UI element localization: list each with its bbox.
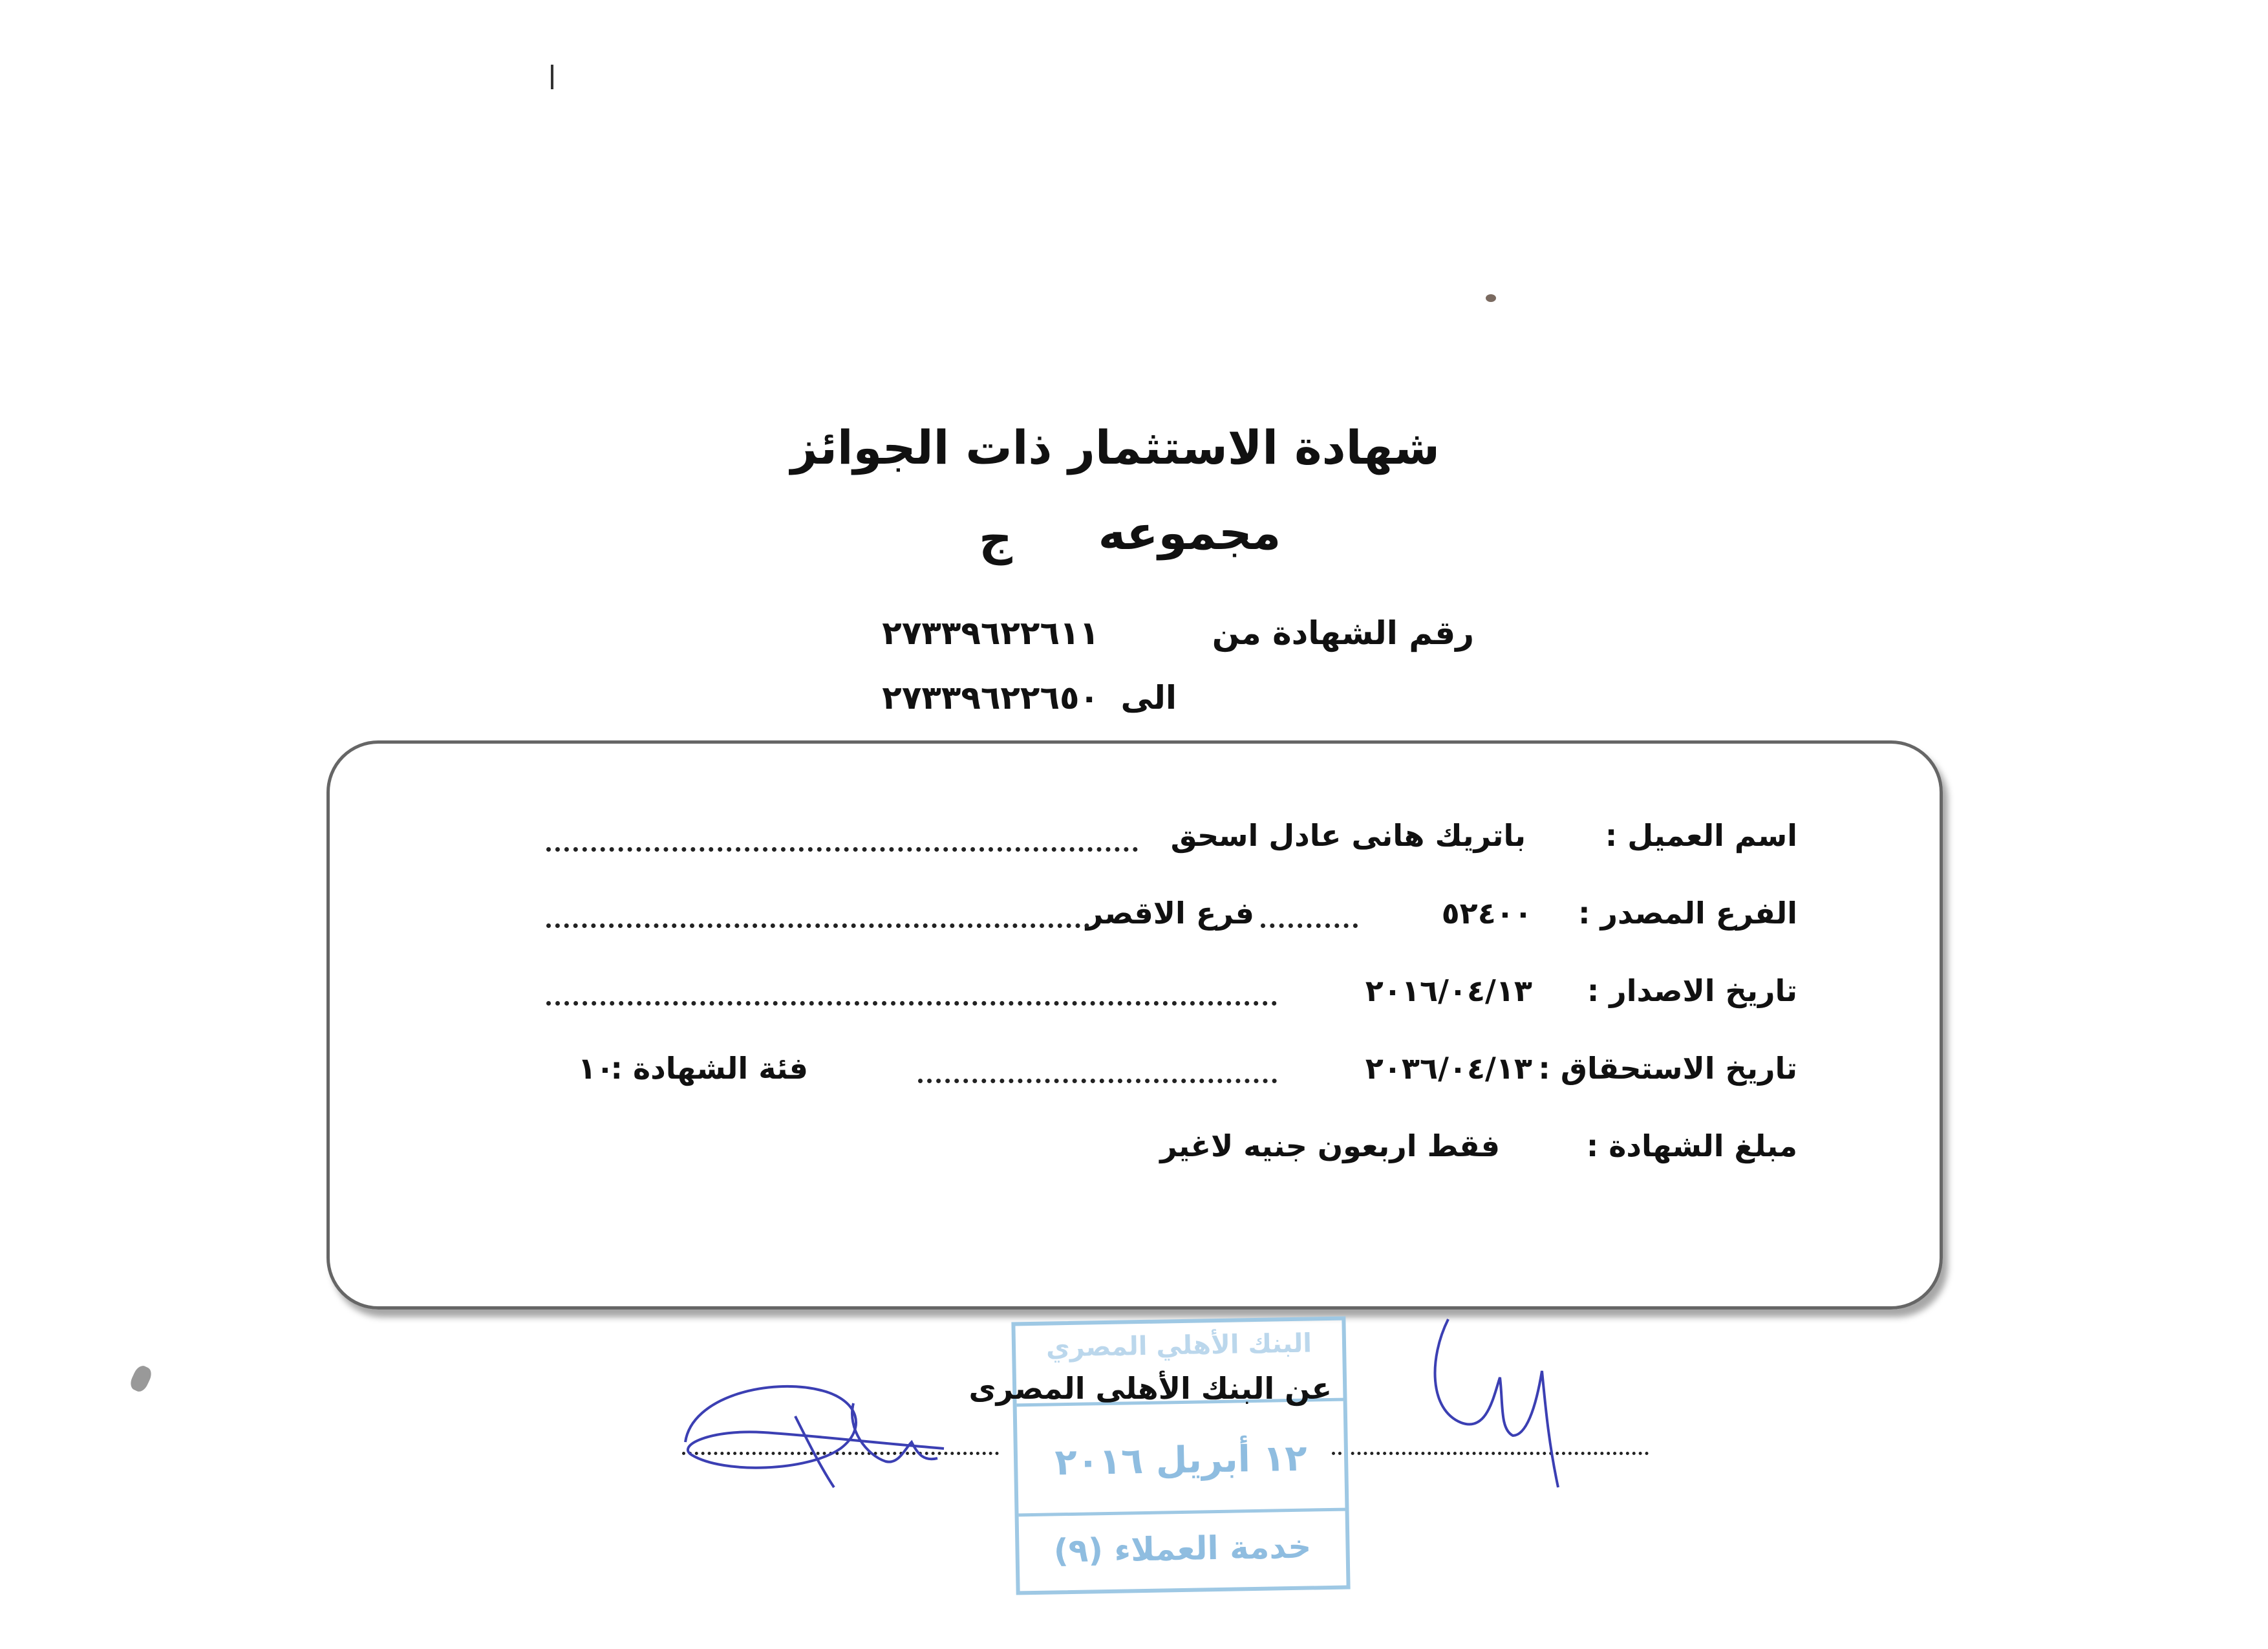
certificate-category-label: فئة الشهادة : <box>610 1051 808 1086</box>
stamp-bank-name: البنك الأهلي المصري <box>1045 1328 1312 1363</box>
dotted-line <box>918 1079 1277 1083</box>
branch-name: فرع الاقصر <box>1086 896 1254 931</box>
stamp-date: ١٢ أبريل ٢٠١٦ <box>1054 1437 1308 1484</box>
signature-left <box>672 1352 957 1500</box>
dotted-line <box>546 1001 1277 1006</box>
branch-code: ٥٢٤٠٠ <box>1441 896 1532 931</box>
certificate-category-value: ١٠ <box>577 1051 614 1086</box>
group-label: مجموعه <box>1098 506 1281 560</box>
customer-name-label: اسم العميل : <box>1605 818 1797 853</box>
scan-mark <box>128 1363 154 1394</box>
signature-right <box>1422 1306 1590 1500</box>
dotted-line <box>546 847 1138 852</box>
certificate-amount-value: فقط اربعون جنيه لاغير <box>1160 1128 1500 1163</box>
scan-mark <box>1486 294 1496 302</box>
certificate-number-label: رقم الشهادة من <box>1212 614 1474 652</box>
issuing-branch-label: الفرع المصدر : <box>1578 896 1797 931</box>
bank-stamp <box>1011 1317 1350 1595</box>
maturity-date-label: تاريخ الاستحقاق : <box>1538 1051 1797 1086</box>
certificate-number-from: ٢٧٣٣٩٦٢٢٦١١ <box>882 614 1099 652</box>
issue-date-label: تاريخ الاصدار : <box>1587 973 1797 1008</box>
stamp-department: خدمة العملاء (٩) <box>1053 1527 1312 1570</box>
bank-signature-caption: عن البنك الأهلى المصرى <box>968 1371 1332 1406</box>
certificate-amount-label: مبلغ الشهادة : <box>1586 1128 1797 1163</box>
group-value: ج <box>979 511 1012 565</box>
certificate-number-to: ٢٧٣٣٩٦٢٢٦٥٠ <box>882 679 1099 717</box>
issue-date-value: ٢٠١٦/٠٤/١٣ <box>1365 973 1532 1008</box>
certificate-title: شهادة الاستثمار ذات الجوائز <box>791 420 1440 475</box>
maturity-date-value: ٢٠٣٦/٠٤/١٣ <box>1365 1051 1532 1086</box>
stamp-divider <box>1019 1508 1345 1517</box>
dotted-line <box>546 923 1089 928</box>
dotted-line <box>1261 923 1358 928</box>
scan-mark <box>551 65 553 89</box>
customer-name-value: باتريك هانى عادل اسحق <box>1170 818 1526 853</box>
certificate-to-label: الى <box>1120 679 1177 717</box>
